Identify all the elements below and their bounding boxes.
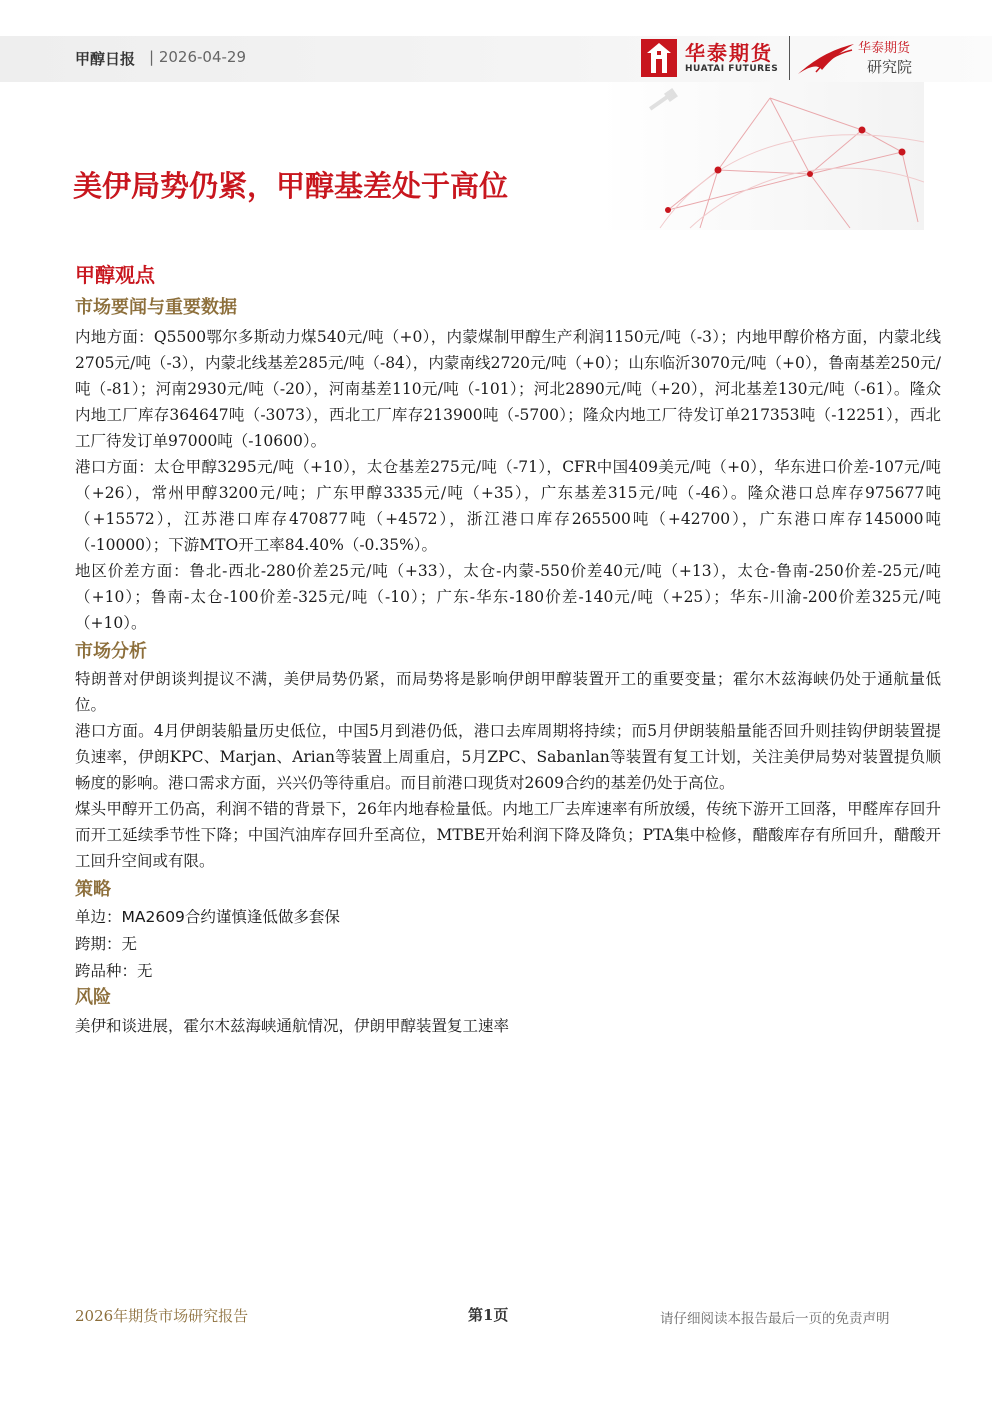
- strategy-calendar-spread: 跨期：无: [75, 935, 138, 953]
- subsection-market-analysis: 市场分析: [75, 641, 147, 662]
- research-brand: 华泰期货: [858, 41, 911, 56]
- research-swoosh-icon: [796, 40, 856, 76]
- doc-type: 甲醇日报: [75, 50, 136, 68]
- logo-chinese-name: 华泰期货: [685, 41, 773, 65]
- paragraph-risk: 美伊和谈进展，霍尔木兹海峡通航情况，伊朗甲醇装置复工速率: [75, 1017, 510, 1035]
- report-date: | 2026-04-29: [149, 48, 246, 66]
- research-institute-name: 研究院: [867, 58, 913, 76]
- strategy-cross-variety: 跨品种：无: [75, 962, 153, 980]
- footer-report-name: 2026年期货市场研究报告: [75, 1307, 249, 1325]
- paragraph-inland: 内地方面：Q5500鄂尔多斯动力煤540元/吨（+0），内蒙煤制甲醇生产利润1150元/吨（-3）；内地甲醇价格方面，内蒙北线2705元/吨（-3），内蒙北线基差285元/吨（-84），内蒙南线2720元/吨（+0）；山东临沂3070元/吨（+0），鲁南基差250元/吨（-81）；河南2930元/吨（-20），河南基差110元/吨（-101）；河北2890元/吨（+20），河北基差130元/吨（-61）。隆众内地工厂库存364647吨（-3073），西北工厂库存213900吨（-5700）；隆众内地工厂待发订单217353吨（-12251），西北工厂待发订单97000吨（-10600）。: [75, 328, 941, 450]
- huatai-futures-logo: [641, 37, 781, 79]
- section-title-view: 甲醇观点: [75, 263, 155, 287]
- footer-disclaimer-note: 请仔细阅读本报告最后一页的免责声明: [660, 1311, 890, 1327]
- paragraph-analysis-2: 港口方面。4月伊朗装船量历史低位，中国5月到港仍低，港口去库周期将持续；而5月伊朗装船量能否回升则挂钩伊朗装置提负速率，伊朗KPC、Marjan、Arian等装置上周重启，5月ZPC、Sabanlan等装置有复工计划，关注美伊局势对装置提负顺畅度的影响。港口需求方面，兴兴仍等待重启。而目前港口现货对2609合约的基差仍处于高位。: [75, 722, 941, 792]
- paragraph-regional: 地区价差方面：鲁北-西北-280价差25元/吨（+33），太仓-内蒙-550价差40元/吨（+13），太仓-鲁南-250价差-25元/吨（+10）；鲁南-太仓-100价差-325元/吨（-10）；广东-华东-180价差-140元/吨（+25）；华东-川渝-200价差325元/吨（+10）。: [75, 562, 941, 632]
- network-decoration-graphic: [600, 82, 924, 230]
- logo-english-name: HUATAI FUTURES: [685, 64, 779, 74]
- subsection-risk: 风险: [75, 987, 111, 1008]
- paragraph-analysis-3: 煤头甲醇开工仍高，利润不错的背景下，26年内地春检量低。内地工厂去库速率有所放缓，传统下游开工回落，甲醛库存回升而开工延续季节性下降；中国汽油库存回升至高位，MTBE开始利润下降及降负；PTA集中检修，醋酸库存有所回升，醋酸开工回升空间或有限。: [75, 800, 941, 870]
- logo-divider: [789, 36, 790, 80]
- footer-page-number: 第1页: [468, 1306, 509, 1324]
- report-title: 美伊局势仍紧，甲醇基差处于高位: [73, 169, 509, 203]
- subsection-market-news: 市场要闻与重要数据: [75, 297, 237, 318]
- research-institute-logo: [796, 36, 926, 80]
- subsection-strategy: 策略: [75, 879, 111, 900]
- paragraph-port: 港口方面：太仓甲醇3295元/吨（+10），太仓基差275元/吨（-71），CFR中国409美元/吨（+0），华东进口价差-107元/吨（+26），常州甲醇3200元/吨；广东甲醇3335元/吨（+35），广东基差315元/吨（-46）。隆众港口总库存975677吨（+15572），江苏港口库存470877吨（+4572），浙江港口库存265500吨（+42700），广东港口库存145000吨（-10000）；下游MTO开工率84.40%（-0.35%）。: [75, 458, 941, 554]
- paragraph-analysis-1: 特朗普对伊朗谈判提议不满，美伊局势仍紧，而局势将是影响伊朗甲醇装置开工的重要变量；霍尔木兹海峡仍处于通航量低位。: [75, 670, 941, 714]
- huatai-logo-icon: [641, 39, 677, 77]
- strategy-single-side: 单边：MA2609合约谨慎逢低做多套保: [75, 908, 340, 926]
